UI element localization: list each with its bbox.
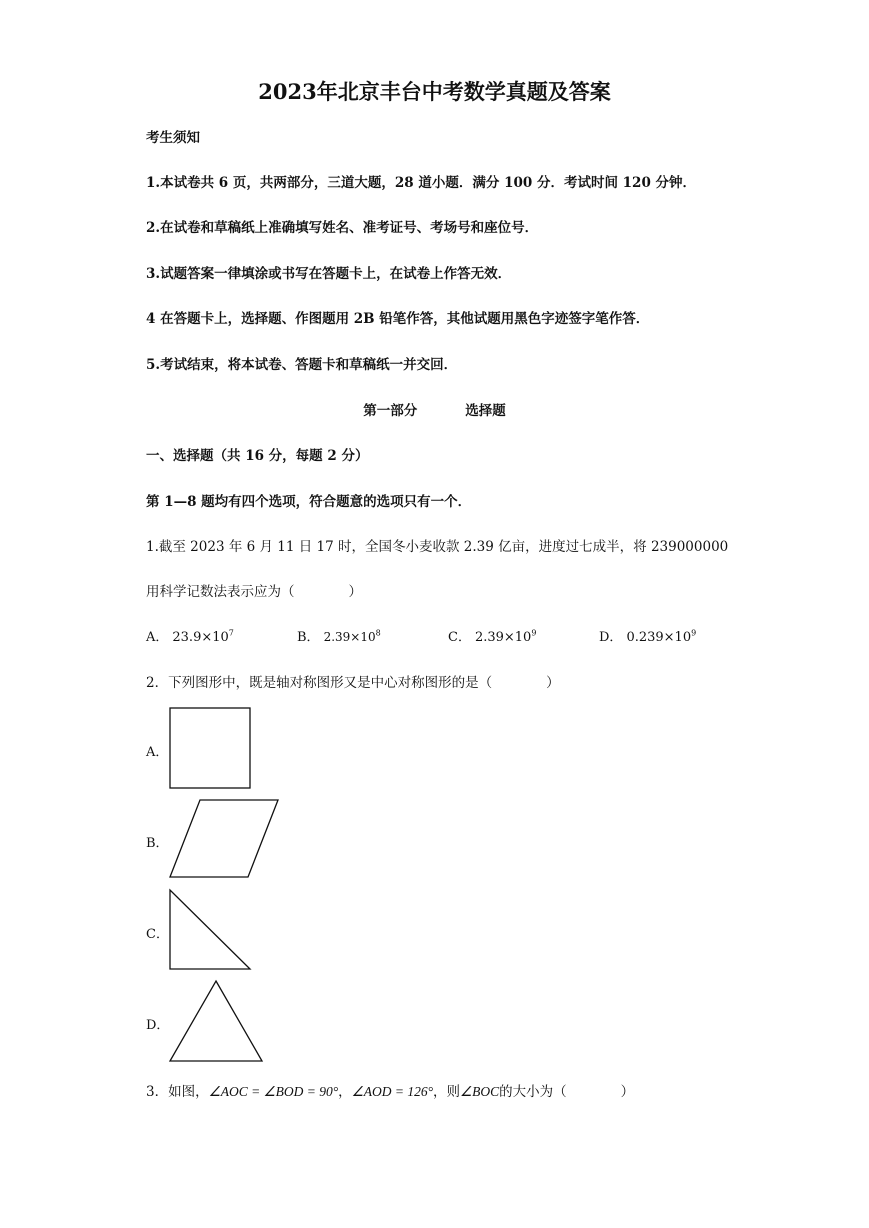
triangle-shape — [168, 978, 266, 1064]
q1-option-b-base: 2.39×10 — [323, 630, 376, 644]
parallelogram-shape — [168, 797, 282, 881]
q2-option-a-label: A． — [146, 745, 169, 760]
q1-option-a-label: A． — [146, 630, 169, 645]
notice-item-3: 3.试题答案一律填涂或书写在答题卡上，在试卷上作答无效． — [146, 266, 512, 282]
q3-expr3: ∠BOC — [460, 1084, 500, 1099]
q1-line1: 1.截至 2023 年 6 月 11 日 17 时，全国冬小麦收款 2.39 亿亩，进度过七成半，将 239000000 — [146, 539, 729, 555]
part-name: 选择题 — [465, 403, 506, 419]
notice-item-5: 5.考试结束，将本试卷、答题卡和草稿纸一并交回． — [146, 357, 458, 373]
q2-option-c-label: C． — [146, 927, 169, 942]
right-triangle-shape — [168, 888, 254, 972]
q1-option-c-base: 2.39×10 — [474, 630, 532, 645]
q1-option-a-exp: 7 — [228, 628, 234, 638]
section-instruction: 第 1—8 题均有四个选项，符合题意的选项只有一个． — [146, 494, 472, 510]
q1-option-c-label: C． — [448, 630, 471, 645]
q1-option-d — [599, 626, 696, 645]
triangle-outline — [170, 981, 262, 1061]
q1-option-c-exp: 9 — [531, 628, 537, 638]
q2-option-b-label: B． — [146, 836, 169, 851]
q3-mid: ，则 — [433, 1084, 461, 1100]
q1-option-c — [448, 626, 536, 645]
notice-heading: 考生须知 — [146, 130, 200, 146]
q3-prefix: 3．如图， — [146, 1084, 209, 1100]
page-title: 2023年北京丰台中考数学真题及答案 — [258, 79, 611, 104]
q1-line2: 用科学记数法表示应为（ ） — [146, 584, 362, 600]
parallelogram-outline — [170, 800, 278, 877]
square-outline — [170, 708, 250, 788]
q3-stem — [146, 1080, 634, 1100]
q3-suffix: 的大小为（ ） — [499, 1084, 635, 1100]
q2-option-d-label: D． — [146, 1018, 170, 1033]
q1-option-b-label: B． — [297, 630, 320, 645]
q1-option-a-base: 23.9×10 — [172, 630, 229, 645]
section-heading: 一、选择题（共 16 分，每题 2 分） — [146, 448, 369, 464]
q3-expr2: ∠AOD = 126° — [351, 1084, 434, 1099]
part-label: 第一部分 — [363, 403, 418, 419]
q1-option-d-exp: 9 — [691, 628, 697, 638]
q1-option-b-exp: 8 — [375, 628, 381, 638]
notice-item-1: 1.本试卷共 6 页，共两部分，三道大题，28 道小题．满分 100 分．考试时间 120 分钟． — [146, 175, 697, 191]
q1-option-d-base: 0.239×10 — [626, 630, 692, 645]
q1-option-d-label: D． — [599, 630, 623, 645]
square-shape — [168, 706, 254, 792]
notice-item-4: 4 在答题卡上，选择题、作图题用 2B 铅笔作答，其他试题用黑色字迹签字笔作答． — [146, 311, 650, 327]
q1-option-b — [297, 626, 381, 645]
q1-option-a — [146, 626, 234, 645]
notice-item-2: 2.在试卷和草稿纸上准确填写姓名、准考证号、考场号和座位号． — [146, 220, 539, 236]
part-heading — [0, 399, 869, 419]
q3-sep: ， — [338, 1084, 352, 1100]
q3-expr1: ∠AOC = ∠BOD = 90° — [208, 1084, 339, 1099]
right-triangle-outline — [170, 890, 250, 969]
q2-stem: 2．下列图形中，既是轴对称图形又是中心对称图形的是（ ） — [146, 675, 560, 691]
